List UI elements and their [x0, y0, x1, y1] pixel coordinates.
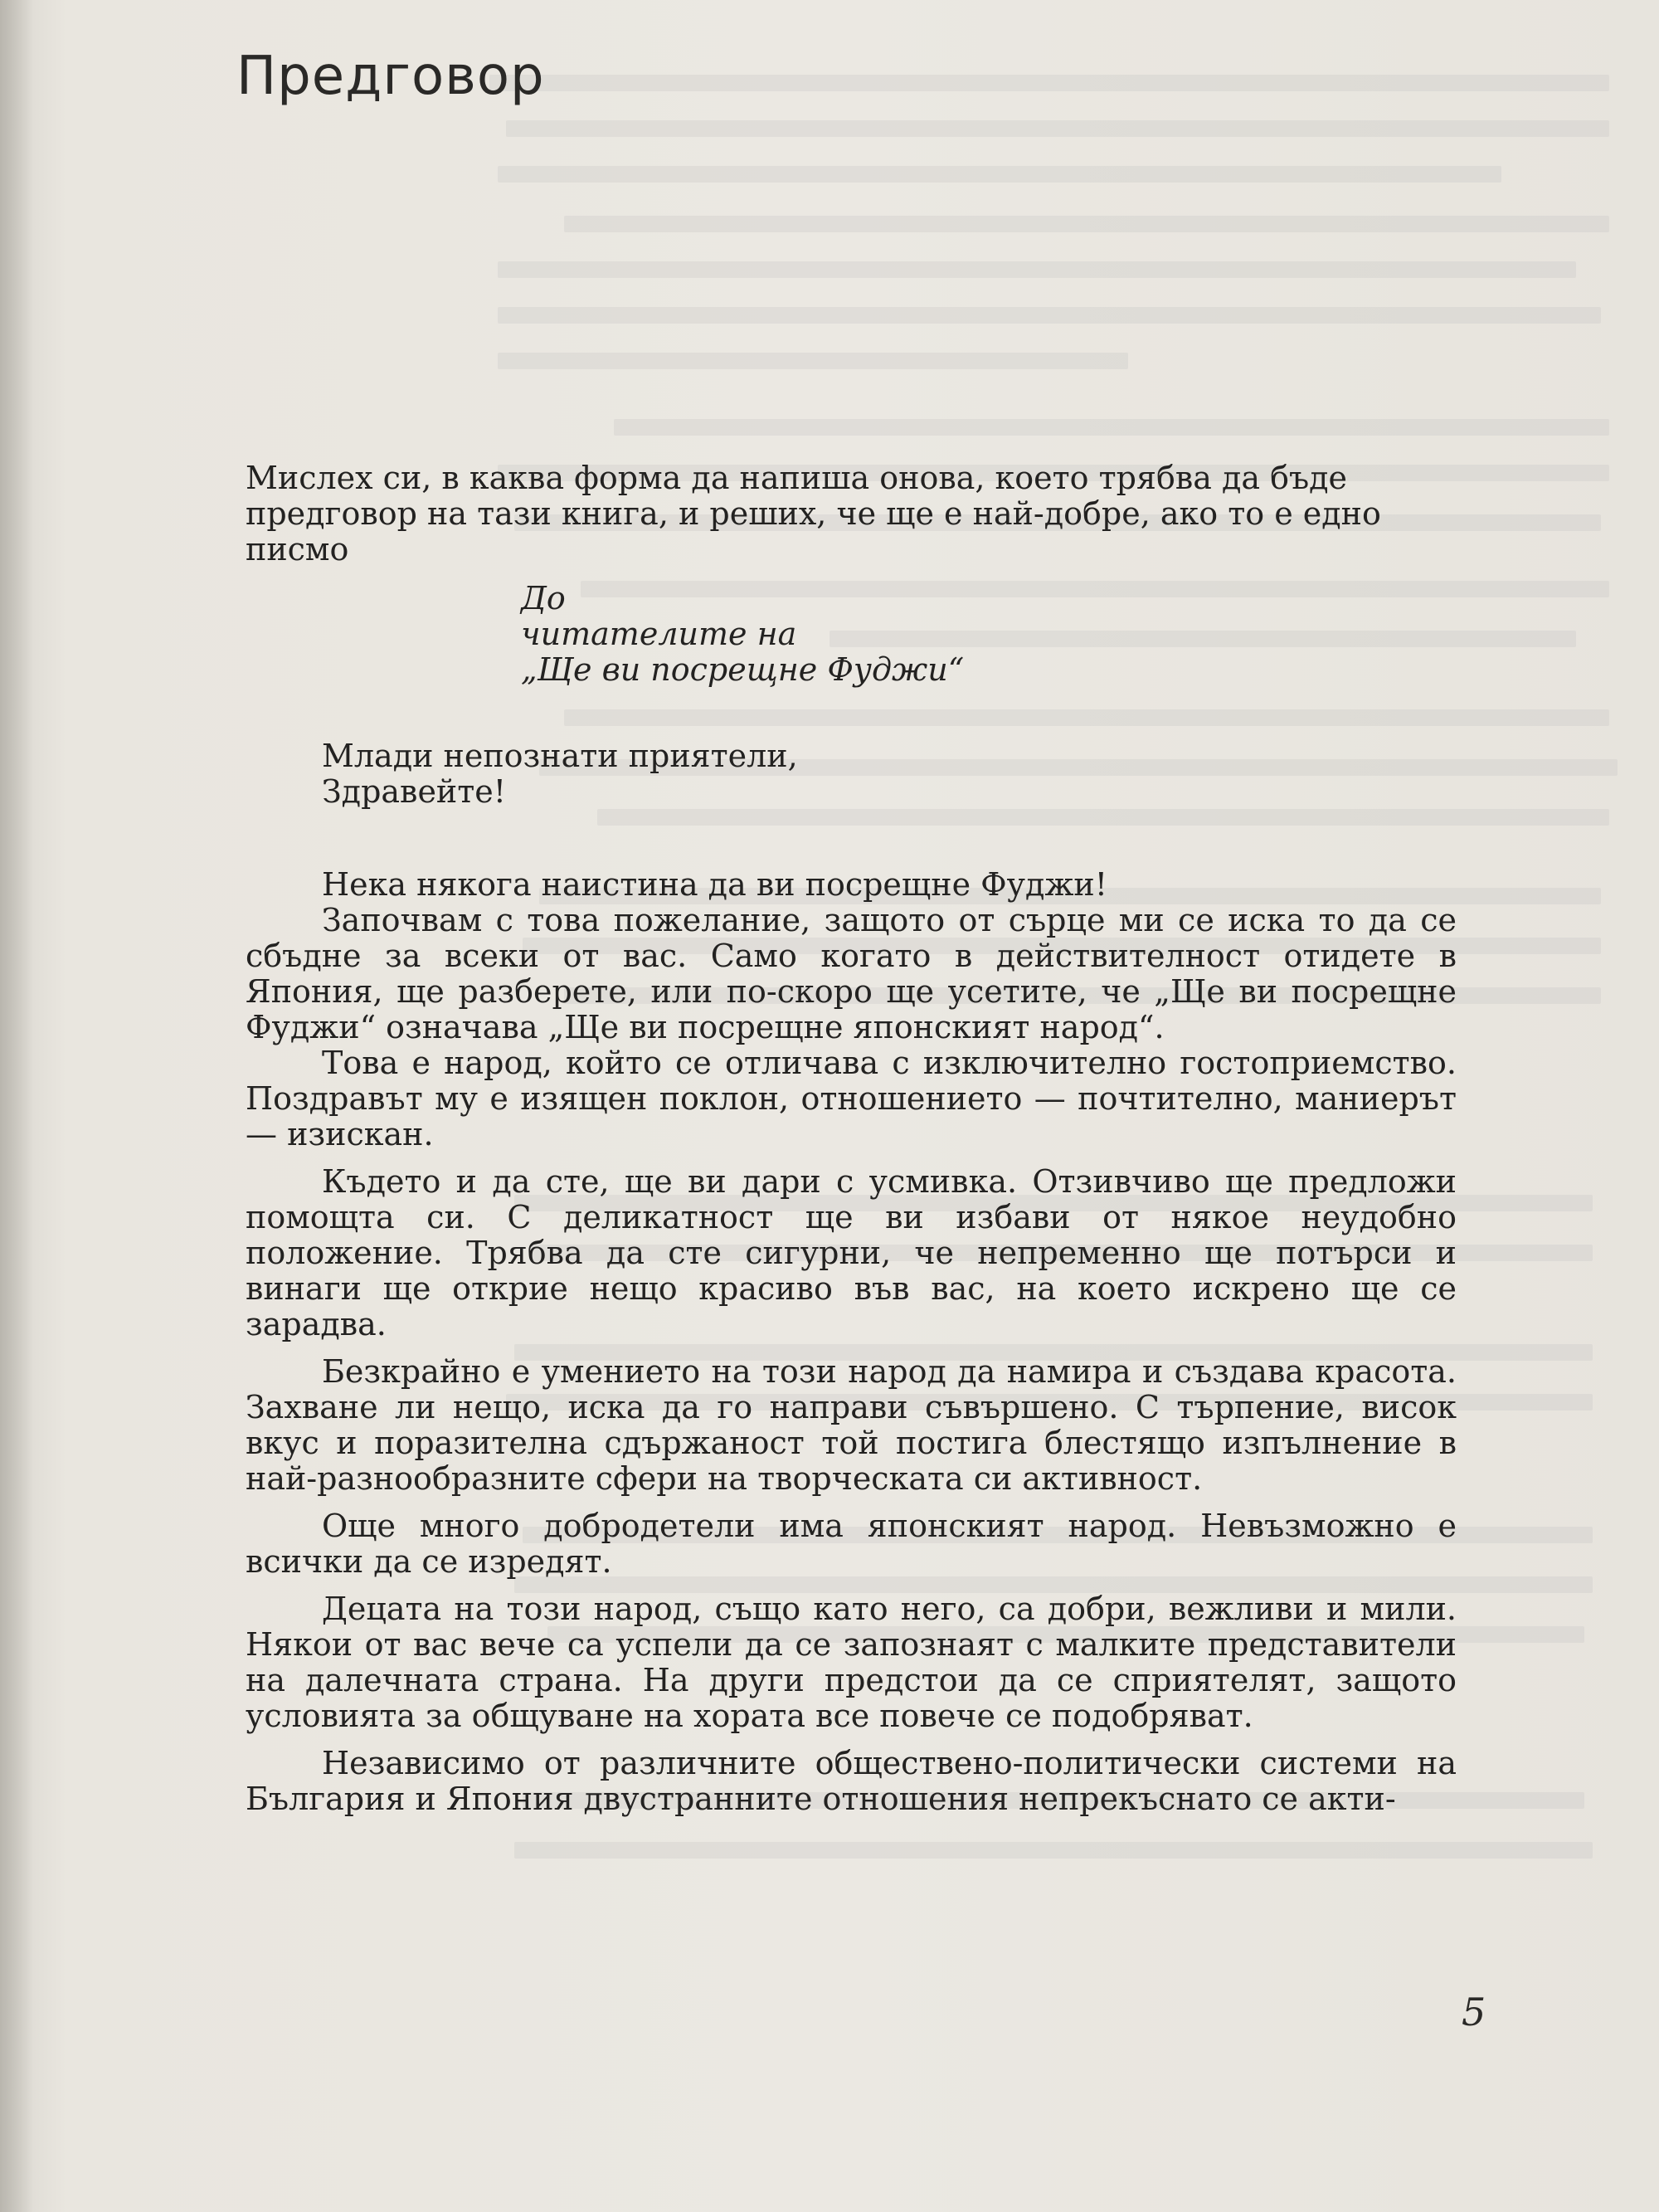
letter-body — [246, 867, 1457, 1817]
greeting-line: Здравейте! — [322, 773, 507, 810]
body-paragraph: Нека някога наистина да ви посрещне Фуджи! — [322, 866, 1107, 903]
spine-shadow — [0, 0, 33, 2212]
address-line: До — [521, 580, 566, 616]
page-title: Предговор — [236, 46, 545, 107]
body-paragraph: Независимо от различните обществено-политически системи на България и Япония двустранните отношения непрекъснато се акти- — [246, 1745, 1457, 1817]
body-paragraph: Децата на този народ, също като него, са добри, вежливи и мили. Някои от вас вече са успели да се запознаят с малките представители на далечната страна. На други предстои да се сприятелят, защото условията за общуване на хората все повече се подобряват. — [246, 1591, 1457, 1734]
body-paragraph: Където и да сте, ще ви дари с усмивка. Отзивчиво ще предложи помощта си. С деликатност ще ви избави от някое неудобно положение. Трябва да сте сигурни, че непременно ще потърси и винаги ще открие нещо красиво във вас, на което искрено ще се зарадва. — [246, 1163, 1457, 1342]
letter-address — [521, 581, 964, 688]
address-line: читателите на — [521, 616, 797, 652]
greeting-line: Млади непознати приятели, — [322, 738, 798, 774]
intro-paragraph — [246, 460, 1457, 568]
address-line: „Ще ви посрещне Фуджи“ — [521, 651, 965, 688]
body-paragraph: Това е народ, който се отличава с изключително гостоприемство. Поздравът му е изящен поклон, отношението — почтително, маниерът — изискан. — [246, 1045, 1457, 1152]
body-paragraph: Започвам с това пожелание, защото от сърце ми се иска то да се сбъдне за всеки от вас. Само когато в действителност отидете в Япония, ще разберете, или по-скоро ще усетите, че „Ще ви посрещне Фуджи“ означава „Ще ви посрещне японският народ“. — [246, 902, 1457, 1045]
body-paragraph: Безкрайно е умението на този народ да намира и създава красота. Захване ли нещо, иска да го направи съвършено. С търпение, висок вкус и поразителна сдържаност той постига блестящо изпълнение в най-разнообразните сфери на творческата си активност. — [246, 1353, 1457, 1497]
intro-text: Мислех си, в каква форма да напиша онова, което трябва да бъде предговор на тази книга, и реших, че ще е най-добре, ако то е едно писмо — [246, 460, 1381, 568]
page-number: 5 — [1462, 1990, 1486, 2034]
letter-greeting — [322, 738, 798, 810]
body-paragraph: Още много добродетели има японският народ. Невъзможно е всички да се изредят. — [246, 1508, 1457, 1580]
